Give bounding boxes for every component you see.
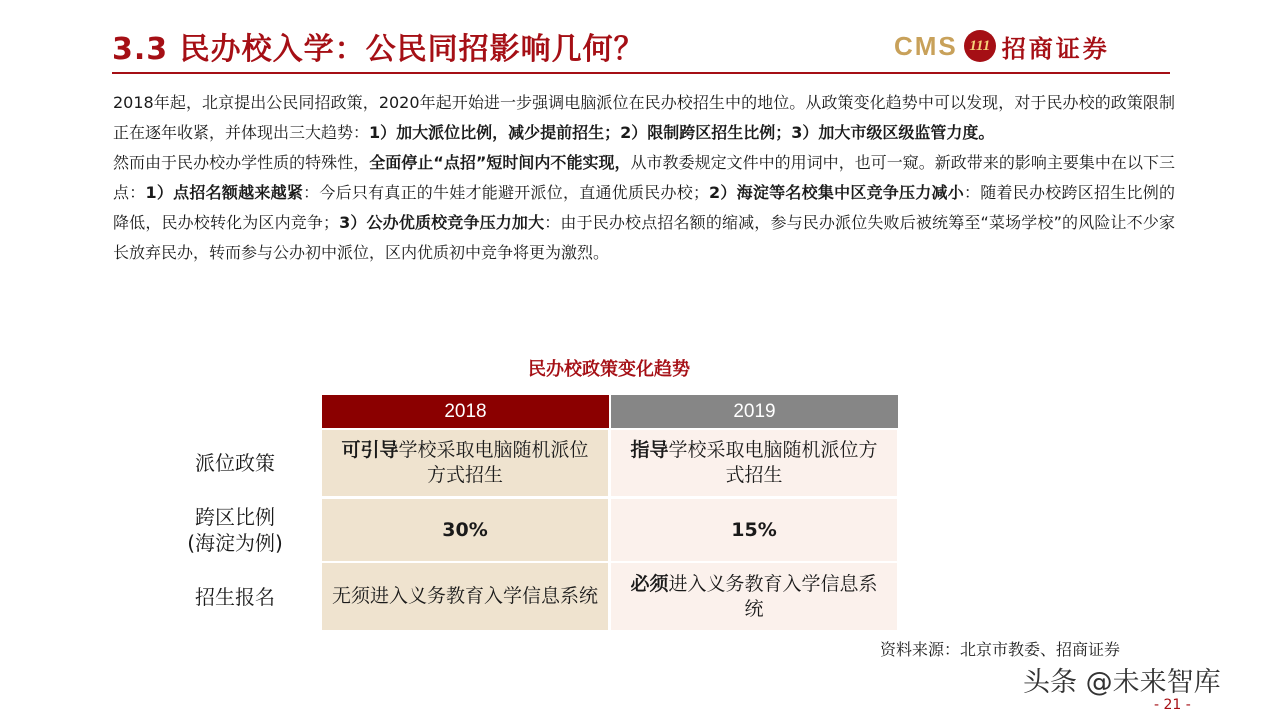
logo-company-name: 招商证券 [1001, 34, 1110, 63]
p2-text-a: 然而由于民办校办学性质的特殊性， [113, 153, 370, 172]
cell-text: 无须进入义务教育入学信息系统 [332, 585, 599, 607]
p2-text-g: ：随着民办校跨区招生比例的降低，民办校转化为区内竞争； [113, 183, 1175, 232]
p1-text: 2018年起，北京提出公民同招政策，2020年起开始进一步强调电脑派位在民办校招生中的地位。从政策变化趋势中可以发现，对于民办校的政策限制正在逐年收紧，并体现出三大趋势： [113, 93, 1175, 142]
cell-bold: 指导 [630, 439, 669, 461]
row-label-line1: 跨区比例 [195, 505, 275, 529]
paragraph-2 [113, 148, 1175, 268]
cell-2019-assignment-policy [611, 430, 897, 496]
watermark: 头条 @未来智库 [1023, 667, 1221, 698]
p2-bold-f: 2）海淀等名校集中区竞争压力减小 [708, 183, 965, 202]
body-text [113, 88, 1175, 268]
row-label-enrollment-registration [150, 563, 320, 630]
cell-bold: 必须 [630, 572, 669, 595]
p2-text-i: ：由于民办校点招名额的缩减，参与民办派位失败后被统筹至“菜场学校”的风险让不少家长放弃民办，转而参与公办初中派位，区内优质初中竞争将更为激烈。 [113, 213, 1175, 262]
logo-emblem-icon: 111 [964, 30, 996, 62]
source-note: 资料来源：北京市教委、招商证券 [880, 640, 1121, 659]
page-number: - 21 - [1154, 697, 1191, 713]
p1-bold: 1）加大派位比例，减少提前招生；2）限制跨区招生比例；3）加大市级区级监管力度。 [369, 123, 995, 142]
table-title: 民办校政策变化趋势 [528, 359, 690, 380]
logo-cms-text: CMS [894, 30, 958, 61]
cell-bold: 可引导 [341, 439, 399, 461]
p2-text-c: 从市教委规定文件中的用词中，也可一窥。新政带来的影响主要集中在以下三点： [113, 153, 1175, 202]
row-label-cross-district-ratio [150, 499, 320, 561]
cell-2018-assignment-policy [322, 430, 608, 496]
p2-bold-d: 1）点招名额越来越紧 [145, 183, 304, 202]
cell-text: 学校采取电脑随机派位方式招生 [668, 439, 878, 486]
row-label-text: 派位政策 [195, 451, 275, 475]
p2-bold-h: 3）公办优质校竞争压力加大 [339, 213, 545, 232]
cell-2018-cross-district-ratio [322, 499, 608, 561]
cell-value: 30% [442, 518, 488, 541]
p2-bold-b: 全面停止“点招”短时间内不能实现， [369, 153, 631, 172]
title-divider [112, 72, 1170, 74]
company-logo [894, 28, 1110, 64]
cell-value: 15% [731, 518, 777, 541]
cell-2019-enrollment-registration [611, 563, 897, 630]
row-label-text: 招生报名 [195, 584, 275, 609]
cell-text: 学校采取电脑随机派位方式招生 [398, 439, 589, 486]
row-label-assignment-policy [150, 430, 320, 496]
page-title: 3.3 民办校入学：公民同招影响几何？ [112, 32, 645, 67]
paragraph-1 [113, 88, 1175, 148]
cell-2019-cross-district-ratio [611, 499, 897, 561]
cell-2018-enrollment-registration [322, 563, 608, 630]
p2-text-e: ：今后只有真正的牛娃才能避开派位，直通优质民办校； [303, 183, 709, 202]
table-header-2019: 2019 [611, 395, 898, 428]
table-header-2018: 2018 [322, 395, 609, 428]
cell-text: 进入义务教育入学信息系统 [668, 572, 878, 620]
row-label-line2: (海淀为例) [187, 531, 283, 555]
